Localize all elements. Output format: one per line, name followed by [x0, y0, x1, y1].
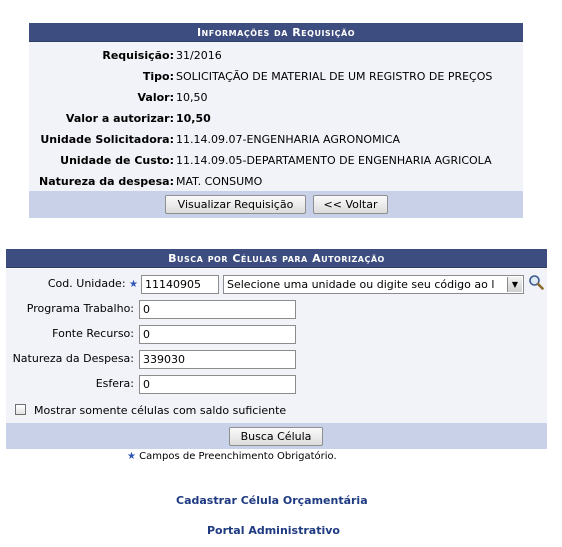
info-value: 31/2016	[176, 49, 222, 62]
info-label: Valor:	[137, 91, 174, 104]
view-request-button[interactable]: Visualizar Requisição	[165, 195, 306, 214]
info-label: Natureza da despesa:	[39, 175, 174, 188]
unidade-select[interactable]	[223, 275, 524, 294]
info-row-tipo	[29, 68, 523, 86]
info-row-unidade-custo	[29, 152, 523, 170]
required-note	[127, 451, 337, 462]
request-info-panel	[29, 23, 523, 218]
info-row-natureza	[29, 173, 523, 191]
sufficient-balance-label: Mostrar somente células com saldo suficiente	[34, 404, 287, 417]
info-row-valor-autorizar	[29, 110, 523, 128]
programa-input[interactable]	[139, 300, 296, 319]
info-label: Tipo:	[142, 70, 174, 83]
natureza-input[interactable]	[139, 350, 296, 369]
info-row-unidade-solicitadora	[29, 131, 523, 149]
search-cell-button[interactable]: Busca Célula	[229, 427, 323, 446]
info-label: Valor a autorizar:	[65, 112, 174, 125]
star-icon: ★	[129, 279, 138, 290]
info-row-requisicao	[29, 47, 523, 65]
info-label: Unidade Solicitadora:	[40, 133, 174, 146]
info-value: SOLICITAÇÃO DE MATERIAL DE UM REGISTRO DE PREÇOS	[176, 70, 493, 83]
info-value: MAT. CONSUMO	[176, 175, 263, 188]
cadastrar-celula-link[interactable]: Cadastrar Célula Orçamentária	[176, 494, 368, 507]
info-row-valor	[29, 89, 523, 107]
cod-unidade-label	[48, 277, 138, 290]
required-note-text: Campos de Preenchimento Obrigatório.	[139, 451, 337, 462]
cod-unidade-input[interactable]	[141, 275, 219, 294]
star-icon: ★	[127, 451, 136, 462]
info-value: 11.14.09.07-ENGENHARIA AGRONOMICA	[176, 133, 401, 146]
fonte-label: Fonte Recurso:	[52, 327, 134, 340]
programa-label: Programa Trabalho:	[26, 302, 134, 315]
natureza-label: Natureza da Despesa:	[12, 352, 134, 365]
search-form	[6, 269, 547, 443]
request-info-title: Informações da Requisição	[29, 23, 523, 42]
portal-administrativo-link[interactable]: Portal Administrativo	[207, 524, 340, 537]
esfera-input[interactable]	[139, 375, 296, 394]
search-actions	[6, 423, 547, 449]
info-label: Requisição:	[102, 49, 174, 62]
info-label: Unidade de Custo:	[60, 154, 174, 167]
magnifier-icon[interactable]	[528, 274, 544, 290]
search-title: Busca por Células para Autorização	[6, 249, 547, 268]
unidade-select-value: Selecione uma unidade ou digite seu código ao l	[227, 278, 495, 291]
info-value: 10,50	[176, 91, 208, 104]
esfera-label: Esfera:	[95, 377, 134, 390]
fonte-input[interactable]	[139, 325, 296, 344]
info-value: 11.14.09.05-DEPARTAMENTO DE ENGENHARIA AGRICOLA	[176, 154, 492, 167]
search-cells-panel	[6, 249, 547, 449]
cod-unidade-label-text: Cod. Unidade:	[47, 277, 126, 290]
back-button[interactable]: << Voltar	[313, 195, 388, 214]
chevron-down-icon: ▼	[507, 277, 522, 292]
info-value: 10,50	[176, 112, 211, 125]
request-info-actions	[29, 191, 523, 218]
sufficient-balance-checkbox[interactable]	[15, 404, 26, 415]
